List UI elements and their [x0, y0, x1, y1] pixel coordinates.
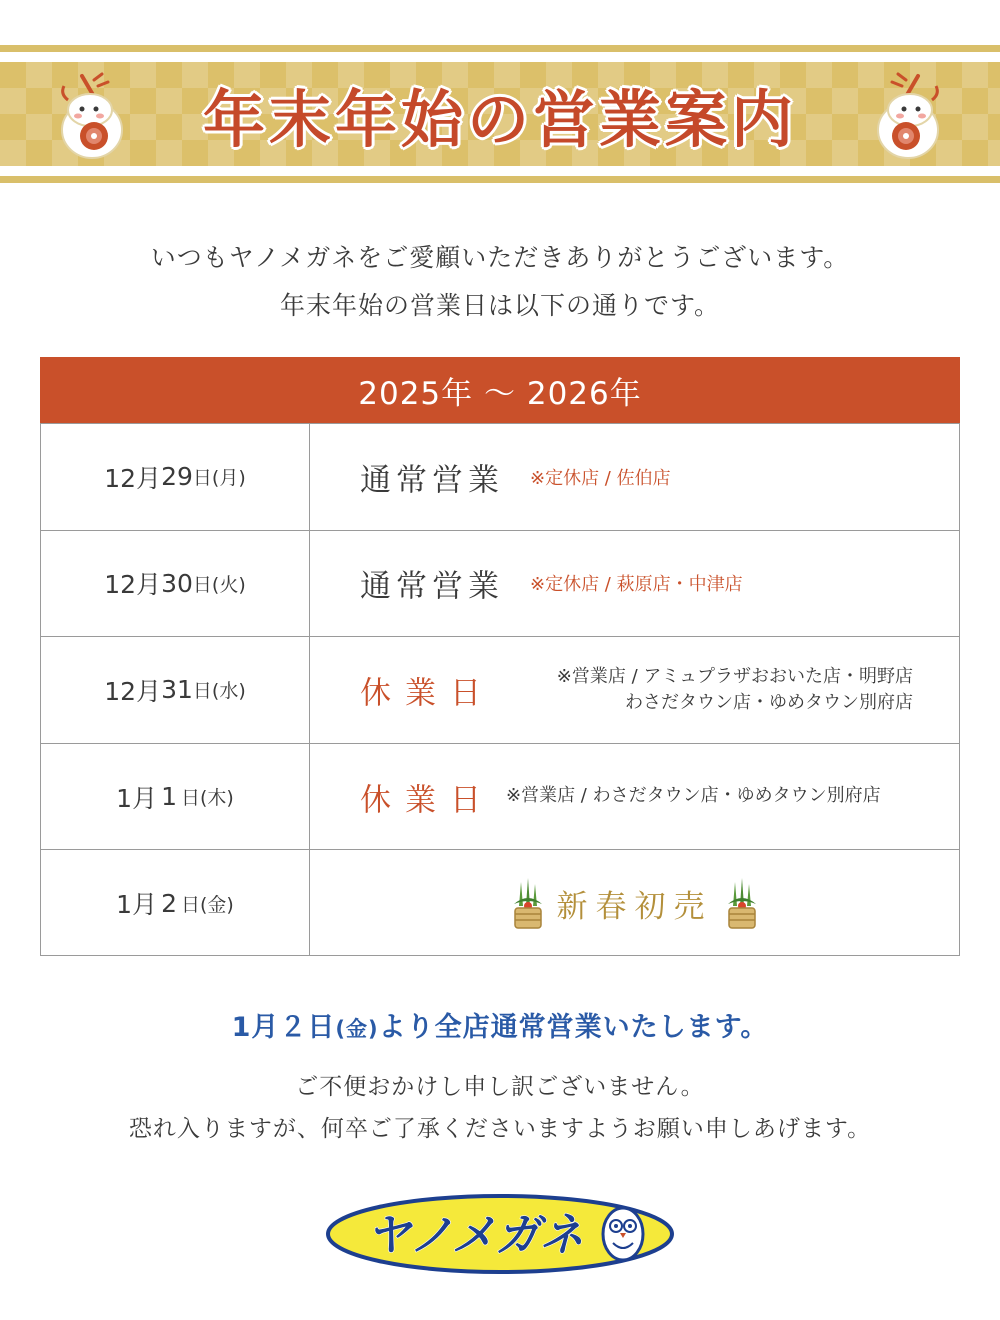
intro-line-1: いつもヤノメガネをご愛顧いただきありがとうございます。 — [150, 243, 850, 272]
table-row — [41, 743, 959, 850]
date-cell — [41, 637, 310, 743]
date-day: 1 — [161, 782, 177, 812]
date-day: 31 — [161, 675, 193, 705]
status-label: 休業日 — [360, 675, 495, 712]
date-day-suffix: 日 — [180, 893, 200, 916]
table-header-years: 2025年 〜 2026年 — [40, 357, 960, 423]
date-day: 29 — [161, 462, 193, 492]
schedule-table — [40, 357, 960, 956]
status-note: ※定休店 / 佐伯店 — [530, 467, 671, 489]
header-banner — [0, 40, 1000, 188]
date-weekday: (金) — [200, 893, 234, 916]
table-row — [41, 636, 959, 743]
date-weekday: (水) — [211, 680, 246, 703]
date-day: 2 — [161, 888, 177, 918]
date-month: 12月 — [104, 463, 162, 493]
announcement-date: 1月２日 — [231, 1012, 336, 1043]
date-day: 30 — [161, 568, 193, 598]
status-note: ※定休店 / 萩原店・中津店 — [530, 574, 743, 596]
status-cell — [310, 637, 959, 743]
status-cell — [310, 531, 959, 637]
apology-line-1: ご不便おかけし申し訳ございません。 — [295, 1074, 705, 1100]
date-cell — [41, 744, 310, 850]
date-month: 1月 — [116, 783, 158, 813]
status-note-line-1: ※営業店 / アミュプラザおおいた店・明野店 — [556, 666, 913, 688]
date-month: 1月 — [116, 890, 158, 920]
banner-top-line — [0, 45, 1000, 52]
logo-text: ヤノメガネ — [366, 1210, 584, 1261]
status-note-line-2: わさだタウン店・ゆめタウン別府店 — [625, 692, 913, 714]
status-cell — [310, 850, 959, 956]
date-weekday: (月) — [211, 467, 246, 490]
date-month: 12月 — [104, 570, 162, 600]
date-cell — [41, 850, 310, 956]
kadomatsu-icon — [725, 876, 759, 930]
date-day-suffix: 日 — [192, 680, 212, 703]
page-title: 年末年始の営業案内 — [202, 82, 797, 156]
status-cell — [310, 744, 959, 850]
status-note: ※営業店 / わさだタウン店・ゆめタウン別府店 — [506, 784, 881, 806]
date-weekday: (木) — [200, 787, 234, 810]
status-cell — [310, 424, 959, 530]
table-row — [41, 849, 959, 956]
banner-bottom-line — [0, 176, 1000, 183]
apology-line-2: 恐れ入りますが、何卒ご了承くださいますようお願い申しあげます。 — [128, 1116, 872, 1142]
date-cell — [41, 531, 310, 637]
table-row — [41, 530, 959, 637]
announcement-weekday: (金) — [335, 1017, 379, 1041]
status-label: 休業日 — [360, 782, 495, 819]
date-day-suffix: 日 — [180, 787, 200, 810]
date-weekday: (火) — [211, 573, 246, 596]
announcement-text: より全店通常営業いたします。 — [378, 1012, 769, 1043]
kadomatsu-icon — [511, 876, 545, 930]
date-day-suffix: 日 — [192, 573, 212, 596]
table-row — [41, 423, 959, 530]
announcement — [0, 1005, 1000, 1044]
new-year-sale — [310, 876, 959, 930]
yano-megane-logo — [325, 1193, 675, 1275]
status-label: 通常営業 — [360, 462, 504, 499]
status-label: 通常営業 — [360, 568, 504, 605]
date-month: 12月 — [104, 676, 162, 706]
status-label: 新春初売 — [556, 888, 713, 925]
date-day-suffix: 日 — [192, 467, 212, 490]
date-cell — [41, 424, 310, 530]
intro-line-2: 年末年始の営業日は以下の通りです。 — [279, 291, 720, 320]
